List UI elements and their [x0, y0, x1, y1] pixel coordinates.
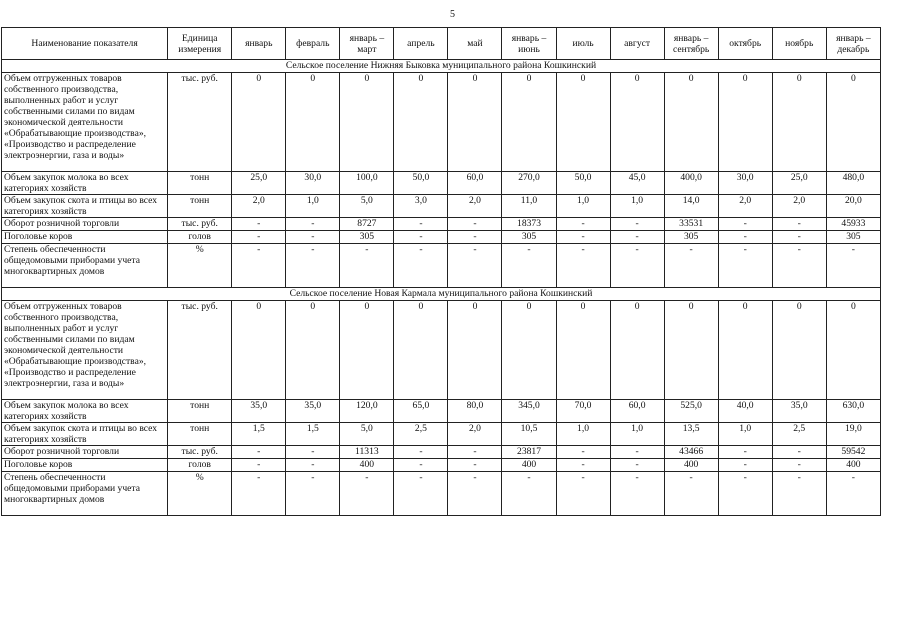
value-cell: - [556, 218, 610, 231]
table-row [2, 218, 881, 231]
indicator-name: Объем отгруженных товаров собственного производства, выполненных работ и услуг собственными силами по видам экономической деятельности «Обрабатывающие производства», «Производство и распределение электроэнергии, газа и воды» [2, 73, 168, 172]
indicator-unit: % [168, 244, 232, 288]
value-cell: 2,5 [772, 423, 826, 446]
value-cell: - [394, 218, 448, 231]
value-cell: - [286, 231, 340, 244]
indicator-unit: тонн [168, 423, 232, 446]
value-cell: 345,0 [502, 400, 556, 423]
indicator-name: Степень обеспеченности общедомовыми приборами учета многоквартирных домов [2, 472, 168, 516]
value-cell: - [664, 244, 718, 288]
indicator-unit: тонн [168, 172, 232, 195]
value-cell: - [286, 472, 340, 516]
value-cell: 0 [340, 73, 394, 172]
header-unit: Единица измерения [168, 28, 232, 60]
header-name: Наименование показателя [2, 28, 168, 60]
value-cell: 30,0 [718, 172, 772, 195]
value-cell: 14,0 [664, 195, 718, 218]
value-cell: 11313 [340, 446, 394, 459]
header-month: январь – сентябрь [664, 28, 718, 60]
value-cell: 0 [448, 73, 502, 172]
value-cell: 2,0 [232, 195, 286, 218]
value-cell: 33531 [664, 218, 718, 231]
value-cell: - [232, 472, 286, 516]
section-title: Сельское поселение Новая Кармала муниципального района Кошкинский [2, 288, 881, 301]
section-title-row [2, 60, 881, 73]
table-row [2, 195, 881, 218]
header-month: май [448, 28, 502, 60]
value-cell: 0 [232, 73, 286, 172]
value-cell: - [232, 244, 286, 288]
value-cell: 59542 [826, 446, 880, 459]
value-cell: 0 [232, 301, 286, 400]
value-cell: 0 [448, 301, 502, 400]
value-cell: 400 [664, 459, 718, 472]
header-month: август [610, 28, 664, 60]
indicator-unit: голов [168, 459, 232, 472]
indicator-name: Объем закупок скота и птицы во всех категориях хозяйств [2, 195, 168, 218]
value-cell: 0 [286, 301, 340, 400]
value-cell: - [556, 472, 610, 516]
indicator-unit: % [168, 472, 232, 516]
value-cell: - [772, 472, 826, 516]
value-cell: - [718, 446, 772, 459]
value-cell: 400,0 [664, 172, 718, 195]
value-cell: - [232, 446, 286, 459]
value-cell: - [448, 231, 502, 244]
value-cell: - [286, 459, 340, 472]
indicator-name: Поголовье коров [2, 459, 168, 472]
value-cell: - [826, 244, 880, 288]
value-cell: 2,5 [394, 423, 448, 446]
value-cell: - [610, 244, 664, 288]
header-month: январь – июнь [502, 28, 556, 60]
value-cell: 525,0 [664, 400, 718, 423]
value-cell: 400 [826, 459, 880, 472]
value-cell: 305 [826, 231, 880, 244]
value-cell: 0 [664, 73, 718, 172]
value-cell: 0 [664, 301, 718, 400]
value-cell: - [610, 231, 664, 244]
value-cell: 5,0 [340, 423, 394, 446]
value-cell: 1,5 [232, 423, 286, 446]
value-cell: - [664, 472, 718, 516]
value-cell: - [772, 459, 826, 472]
page-number: 5 [450, 9, 455, 20]
value-cell: - [448, 244, 502, 288]
value-cell: - [610, 472, 664, 516]
value-cell: - [718, 244, 772, 288]
value-cell: 100,0 [340, 172, 394, 195]
value-cell: - [448, 459, 502, 472]
value-cell: 10,5 [502, 423, 556, 446]
value-cell: 2,0 [772, 195, 826, 218]
table-row [2, 446, 881, 459]
sections-body [2, 60, 881, 516]
value-cell: 35,0 [286, 400, 340, 423]
table-row [2, 472, 881, 516]
value-cell: - [232, 218, 286, 231]
indicator-name: Объем закупок молока во всех категориях хозяйств [2, 172, 168, 195]
value-cell: - [232, 231, 286, 244]
indicator-name: Оборот розничной торговли [2, 446, 168, 459]
value-cell: 60,0 [610, 400, 664, 423]
value-cell: 25,0 [772, 172, 826, 195]
value-cell: - [286, 218, 340, 231]
header-month: февраль [286, 28, 340, 60]
table-row [2, 301, 881, 400]
value-cell: 1,0 [610, 195, 664, 218]
header-month: январь [232, 28, 286, 60]
value-cell: 120,0 [340, 400, 394, 423]
table-row [2, 244, 881, 288]
value-cell: 2,0 [718, 195, 772, 218]
value-cell: 1,0 [556, 195, 610, 218]
value-cell: 3,0 [394, 195, 448, 218]
value-cell: - [394, 459, 448, 472]
value-cell: 0 [394, 73, 448, 172]
value-cell: - [394, 244, 448, 288]
value-cell: - [610, 459, 664, 472]
value-cell: 50,0 [556, 172, 610, 195]
value-cell: 0 [610, 73, 664, 172]
value-cell: 65,0 [394, 400, 448, 423]
header-month: ноябрь [772, 28, 826, 60]
table-row [2, 423, 881, 446]
value-cell: - [718, 231, 772, 244]
value-cell: - [556, 446, 610, 459]
table-row [2, 73, 881, 172]
value-cell: 1,0 [610, 423, 664, 446]
value-cell: - [556, 459, 610, 472]
value-cell: - [394, 446, 448, 459]
value-cell: - [448, 218, 502, 231]
indicator-unit: тыс. руб. [168, 73, 232, 172]
value-cell: - [286, 446, 340, 459]
header-month: январь – март [340, 28, 394, 60]
value-cell: 400 [340, 459, 394, 472]
indicator-name: Объем закупок скота и птицы во всех категориях хозяйств [2, 423, 168, 446]
value-cell: - [556, 231, 610, 244]
indicator-unit: тыс. руб. [168, 301, 232, 400]
header-month: октябрь [718, 28, 772, 60]
value-cell: - [394, 231, 448, 244]
table-row [2, 231, 881, 244]
value-cell: 43466 [664, 446, 718, 459]
value-cell: - [340, 244, 394, 288]
value-cell: - [772, 231, 826, 244]
value-cell: - [772, 244, 826, 288]
value-cell: 45933 [826, 218, 880, 231]
value-cell: 25,0 [232, 172, 286, 195]
value-cell: - [340, 472, 394, 516]
value-cell: 0 [394, 301, 448, 400]
value-cell: - [772, 218, 826, 231]
value-cell: 305 [340, 231, 394, 244]
value-cell: - [718, 472, 772, 516]
indicator-unit: тыс. руб. [168, 446, 232, 459]
value-cell: - [286, 244, 340, 288]
indicator-unit: голов [168, 231, 232, 244]
value-cell: 1,0 [556, 423, 610, 446]
value-cell: 1,5 [286, 423, 340, 446]
value-cell: - [394, 472, 448, 516]
value-cell: 270,0 [502, 172, 556, 195]
table-row [2, 172, 881, 195]
value-cell: 0 [502, 73, 556, 172]
indicator-name: Степень обеспеченности общедомовыми приборами учета многоквартирных домов [2, 244, 168, 288]
value-cell: 20,0 [826, 195, 880, 218]
value-cell: 2,0 [448, 195, 502, 218]
value-cell: 400 [502, 459, 556, 472]
header-month: январь – декабрь [826, 28, 880, 60]
indicator-table [1, 27, 881, 516]
header-month: апрель [394, 28, 448, 60]
value-cell: 305 [664, 231, 718, 244]
value-cell: 8727 [340, 218, 394, 231]
value-cell: 0 [826, 301, 880, 400]
value-cell: - [826, 472, 880, 516]
value-cell: 1,0 [718, 423, 772, 446]
indicator-unit: тыс. руб. [168, 218, 232, 231]
value-cell: 70,0 [556, 400, 610, 423]
indicator-name: Поголовье коров [2, 231, 168, 244]
value-cell: - [718, 459, 772, 472]
value-cell: 18373 [502, 218, 556, 231]
indicator-unit: тонн [168, 195, 232, 218]
value-cell: 0 [556, 73, 610, 172]
value-cell: 630,0 [826, 400, 880, 423]
indicator-unit: тонн [168, 400, 232, 423]
value-cell: 0 [502, 301, 556, 400]
value-cell: - [502, 472, 556, 516]
value-cell: - [448, 472, 502, 516]
value-cell: 35,0 [772, 400, 826, 423]
value-cell: 305 [502, 231, 556, 244]
value-cell: 40,0 [718, 400, 772, 423]
value-cell: 0 [718, 301, 772, 400]
value-cell: - [718, 218, 772, 231]
value-cell: 11,0 [502, 195, 556, 218]
value-cell: 13,5 [664, 423, 718, 446]
value-cell: 23817 [502, 446, 556, 459]
indicator-name: Объем отгруженных товаров собственного производства, выполненных работ и услуг собственными силами по видам экономической деятельности «Обрабатывающие производства», «Производство и распределение электроэнергии, газа и воды» [2, 301, 168, 400]
table-row [2, 400, 881, 423]
value-cell: 19,0 [826, 423, 880, 446]
value-cell: 35,0 [232, 400, 286, 423]
value-cell: 0 [556, 301, 610, 400]
value-cell: 2,0 [448, 423, 502, 446]
section-title: Сельское поселение Нижняя Быковка муниципального района Кошкинский [2, 60, 881, 73]
value-cell: 5,0 [340, 195, 394, 218]
value-cell: 50,0 [394, 172, 448, 195]
value-cell: 0 [718, 73, 772, 172]
value-cell: 45,0 [610, 172, 664, 195]
value-cell: 0 [286, 73, 340, 172]
value-cell: 0 [772, 301, 826, 400]
value-cell: 80,0 [448, 400, 502, 423]
value-cell: - [772, 446, 826, 459]
header-row [2, 28, 881, 60]
header-month: июль [556, 28, 610, 60]
value-cell: 60,0 [448, 172, 502, 195]
value-cell: - [610, 218, 664, 231]
section-title-row [2, 288, 881, 301]
value-cell: 0 [772, 73, 826, 172]
value-cell: 480,0 [826, 172, 880, 195]
indicator-name: Объем закупок молока во всех категориях хозяйств [2, 400, 168, 423]
value-cell: - [556, 244, 610, 288]
value-cell: 0 [340, 301, 394, 400]
indicator-name: Оборот розничной торговли [2, 218, 168, 231]
value-cell: - [610, 446, 664, 459]
value-cell: - [502, 244, 556, 288]
value-cell: 0 [610, 301, 664, 400]
value-cell: - [448, 446, 502, 459]
value-cell: 30,0 [286, 172, 340, 195]
value-cell: - [232, 459, 286, 472]
value-cell: 0 [826, 73, 880, 172]
table-row [2, 459, 881, 472]
value-cell: 1,0 [286, 195, 340, 218]
